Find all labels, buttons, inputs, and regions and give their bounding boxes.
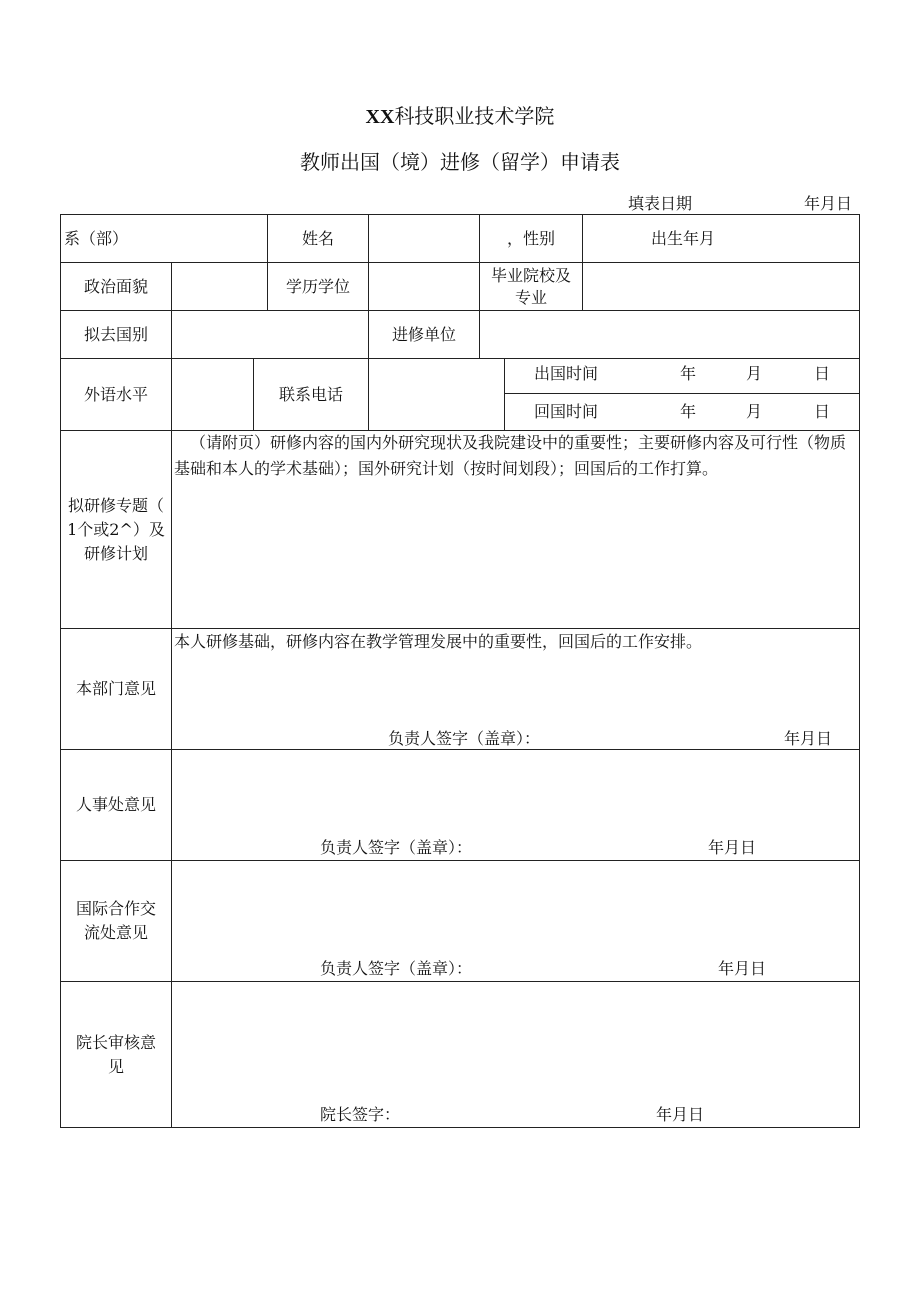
table-line — [859, 214, 860, 1128]
phone-label: 联系电话 — [278, 384, 343, 404]
plan-content[interactable]: （请附页）研修内容的国内外研究现状及我院建设中的重要性；主要研修内容及可行性（物质基础和本人的学术基础）；国外研究计划（按时间划段）；回国后的工作打算。 — [174, 433, 847, 478]
president-opinion-date: 年月日 — [656, 1105, 705, 1124]
birth-label: 出生年月 — [650, 228, 715, 248]
degree-field[interactable] — [369, 263, 479, 310]
intl-opinion-date: 年月日 — [718, 959, 767, 978]
plan-label-line2: 1个或2^）及 — [67, 519, 165, 539]
unit-field[interactable] — [480, 311, 859, 358]
phone-field[interactable] — [369, 359, 504, 430]
president-opinion-label-line2: 见 — [107, 1056, 124, 1076]
gender-label: ，性别 — [506, 228, 555, 248]
return-month: 月 — [746, 402, 763, 421]
school-name: 科技职业技术学院 — [394, 104, 555, 128]
language-field[interactable] — [172, 359, 253, 430]
form-title: 教师出国（境）进修（留学）申请表 — [300, 150, 620, 174]
president-opinion-field[interactable] — [172, 983, 859, 1098]
return-label: 回国时间 — [534, 402, 599, 421]
hr-opinion-label: 人事处意见 — [75, 795, 156, 814]
president-opinion-label — [61, 982, 171, 1127]
plan-label — [61, 431, 171, 628]
return-year: 年 — [680, 402, 697, 421]
school-major-label — [480, 263, 582, 310]
table-line — [60, 1127, 860, 1128]
depart-month: 月 — [746, 364, 763, 383]
president-opinion-sign: 院长签字： — [320, 1105, 401, 1124]
depart-label: 出国时间 — [534, 364, 599, 383]
intl-opinion-label-line2: 流处意见 — [83, 923, 148, 942]
table-line — [60, 981, 860, 982]
depart-day: 日 — [814, 364, 831, 383]
intl-opinion-label-line1: 国际合作交 — [75, 899, 156, 918]
intl-opinion-sign: 负责人签字（盖章）： — [320, 959, 473, 978]
politics-field[interactable] — [172, 263, 267, 310]
dept-opinion-date: 年月日 — [784, 729, 833, 748]
country-label: 拟去国别 — [83, 324, 148, 344]
unit-label: 进修单位 — [391, 324, 456, 344]
name-field[interactable] — [369, 215, 479, 262]
fill-date-value: 年月日 — [804, 194, 853, 213]
dept-opinion-content[interactable]: 本人研修基础，研修内容在教学管理发展中的重要性，回国后的工作安排。 — [174, 632, 703, 651]
president-opinion-label-line1: 院长审核意 — [75, 1032, 156, 1052]
table-line — [60, 860, 860, 861]
dept-opinion-label: 本部门意见 — [75, 679, 156, 698]
country-field[interactable] — [172, 311, 368, 358]
degree-label: 学历学位 — [285, 276, 350, 296]
name-label: 姓名 — [301, 228, 334, 248]
intl-opinion-field[interactable] — [172, 862, 859, 952]
plan-label-line3: 研修计划 — [83, 543, 148, 563]
school-major-label-line1: 毕业院校及 — [490, 265, 571, 285]
dept-opinion-sign: 负责人签字（盖章）： — [388, 729, 541, 748]
plan-label-line1: 拟研修专题（ — [67, 495, 164, 515]
school-title — [0, 100, 920, 129]
depart-year: 年 — [680, 364, 697, 383]
table-line — [504, 358, 505, 430]
school-major-field[interactable] — [583, 263, 859, 310]
hr-opinion-date: 年月日 — [708, 838, 757, 857]
politics-label: 政治面貌 — [83, 276, 148, 296]
return-day: 日 — [814, 402, 831, 421]
fill-date-label: 填表日期 — [628, 194, 693, 213]
hr-opinion-sign: 负责人签字（盖章）： — [320, 838, 473, 857]
intl-opinion-label — [61, 861, 171, 981]
table-line — [504, 393, 860, 394]
school-major-label-line2: 专业 — [514, 287, 547, 307]
school-prefix: XX — [365, 106, 395, 128]
dept-label: 系（部） — [64, 228, 129, 248]
hr-opinion-field[interactable] — [172, 751, 859, 836]
language-label: 外语水平 — [83, 384, 148, 404]
